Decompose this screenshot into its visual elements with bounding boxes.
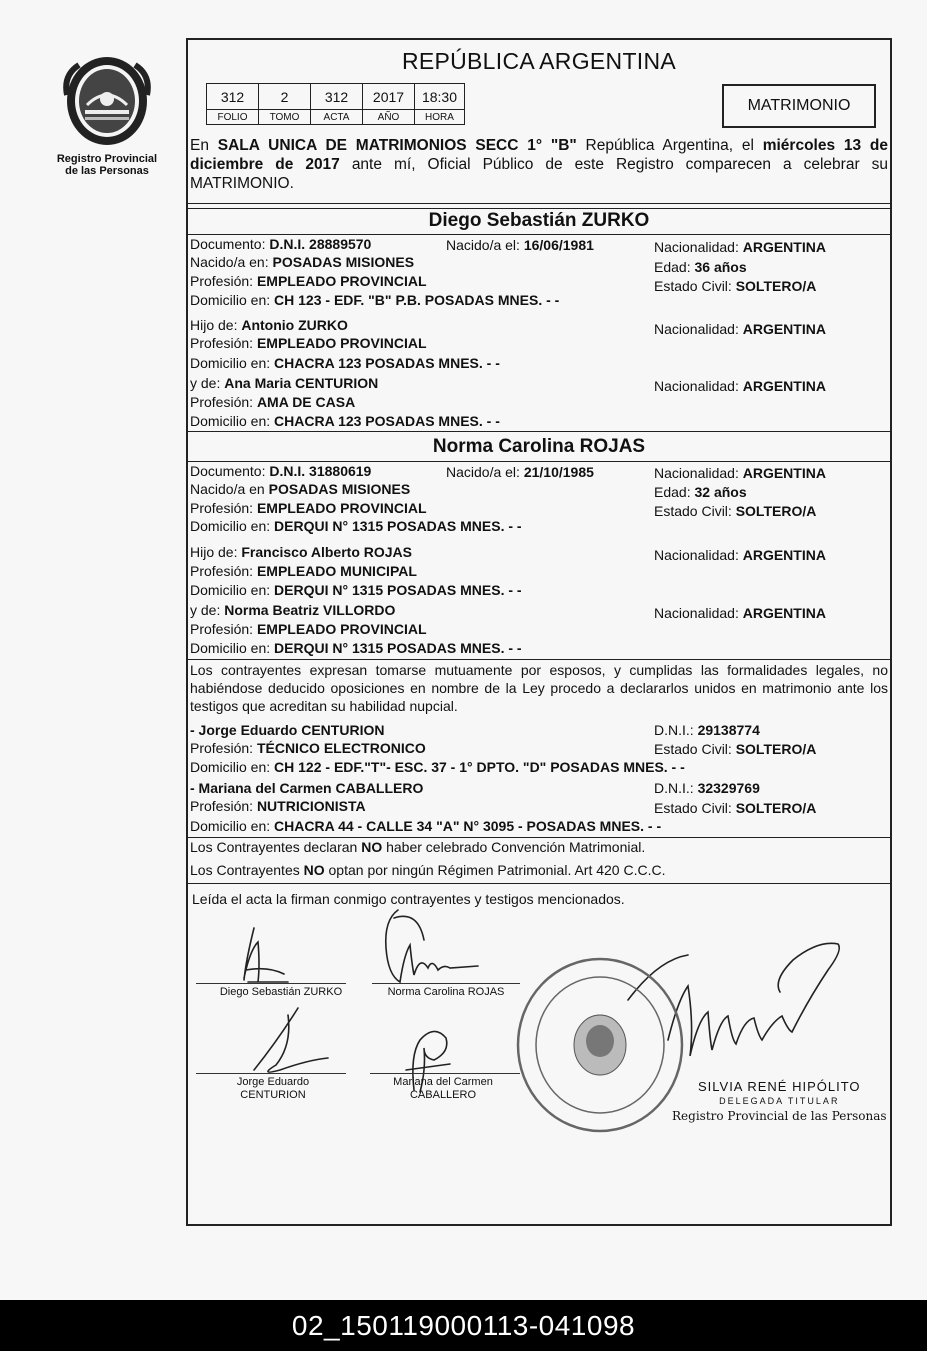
value: ARGENTINA xyxy=(742,605,826,621)
label: Nacionalidad: xyxy=(654,239,743,255)
label: Nacionalidad: xyxy=(654,321,743,337)
label: Domicilio en: xyxy=(190,640,275,656)
label: y de: xyxy=(190,602,225,618)
label: Estado Civil: xyxy=(654,741,736,757)
declaration-paragraph: Los contrayentes expresan tomarse mutuamente por esposos, y cumplidas las formalidades legales, no habiéndose deducido oposiciones en nombre de la Ley procedo a declararlos unidos en matrimonio ante los testigos que acreditan su habilidad nupcial. xyxy=(190,662,888,714)
value: 36 años xyxy=(694,259,747,275)
value: EMPLEADO PROVINCIAL xyxy=(256,500,427,516)
value: EMPLEADO PROVINCIAL xyxy=(256,335,427,351)
folio-label: FOLIO xyxy=(207,110,259,125)
reading-statement: Leída el acta la firman conmigo contrayentes y testigos mencionados. xyxy=(192,891,625,907)
value: ARGENTINA xyxy=(742,465,826,481)
officer-role: DELEGADA TITULAR xyxy=(719,1096,840,1106)
province-seal-icon xyxy=(61,55,153,147)
label: Profesión: xyxy=(190,273,257,289)
label: Domicilio en: xyxy=(190,292,275,308)
label: Profesión: xyxy=(190,740,257,756)
label: Documento: xyxy=(190,236,270,252)
intro-text-2: República Argentina, el xyxy=(576,137,763,154)
value: CHACRA 123 POSADAS MNES. - - xyxy=(274,413,500,429)
bold: NO xyxy=(361,839,383,855)
caption-line-2: CABALLERO xyxy=(409,1089,477,1101)
groom-signature xyxy=(244,928,288,982)
label: Nacido/a el: xyxy=(446,464,524,480)
groom-name: Diego Sebastián ZURKO xyxy=(428,210,650,231)
label: D.N.I.: xyxy=(654,722,698,738)
document-code-bar: 02_150119000113-041098 xyxy=(0,1300,927,1351)
acta-value: 312 xyxy=(311,84,363,110)
caption-line-1: Mariana del Carmen xyxy=(393,1076,493,1088)
value: DERQUI N° 1315 POSADAS MNES. - - xyxy=(274,640,522,656)
value: POSADAS MISIONES xyxy=(272,254,415,270)
label: Profesión: xyxy=(190,394,257,410)
officer-organization: Registro Provincial de las Personas xyxy=(672,1109,887,1123)
value: Norma Beatriz VILLORDO xyxy=(224,602,396,618)
officer-signature-stroke xyxy=(628,955,688,1000)
value: CHACRA 44 - CALLE 34 "A" N° 3095 - POSADAS MNES. - - xyxy=(274,818,662,834)
page-title: REPÚBLICA ARGENTINA xyxy=(401,48,677,74)
registry-logo xyxy=(52,55,162,177)
label: Estado Civil: xyxy=(654,278,736,294)
signature-line xyxy=(196,1073,346,1074)
label: Domicilio en: xyxy=(190,413,275,429)
value: TÉCNICO ELECTRONICO xyxy=(256,740,426,756)
bride-signature xyxy=(386,910,478,982)
label: D.N.I.: xyxy=(654,780,698,796)
caption-line-2: de las Personas xyxy=(65,165,149,177)
value: ARGENTINA xyxy=(742,547,826,563)
officer-name: SILVIA RENÉ HIPÓLITO xyxy=(697,1079,861,1094)
value: CH 123 - EDF. "B" P.B. POSADAS MNES. - - xyxy=(274,292,560,308)
value: Antonio ZURKO xyxy=(241,317,348,333)
value: 32 años xyxy=(694,484,747,500)
value: DERQUI N° 1315 POSADAS MNES. - - xyxy=(274,518,522,534)
official-stamp xyxy=(518,959,682,1131)
signature-line xyxy=(372,983,520,984)
text: optan por ningún Régimen Patrimonial. Art 420 C.C.C. xyxy=(324,862,666,878)
value: DERQUI N° 1315 POSADAS MNES. - - xyxy=(274,582,522,598)
value: D.N.I. 28889570 xyxy=(269,236,372,252)
value: SOLTERO/A xyxy=(735,741,817,757)
label: Domicilio en: xyxy=(190,355,275,371)
hora-label: HORA xyxy=(415,110,465,125)
signatures-drawing xyxy=(188,40,890,1224)
label: Estado Civil: xyxy=(654,800,736,816)
label: Hijo de: xyxy=(190,317,242,333)
intro-text-1: En xyxy=(190,137,218,154)
bride-signature-caption: Norma Carolina ROJAS xyxy=(387,986,505,998)
signature-line xyxy=(196,983,346,984)
value: ARGENTINA xyxy=(742,239,826,255)
witness1-signature xyxy=(254,1008,328,1072)
value: D.N.I. 31880619 xyxy=(269,463,372,479)
value: ARGENTINA xyxy=(742,321,826,337)
label: Domicilio en: xyxy=(190,818,275,834)
label: Hijo de: xyxy=(190,544,242,560)
caption-line-1: Registro Provincial xyxy=(56,153,158,165)
witness2-signature-caption xyxy=(378,1076,508,1102)
label: Documento: xyxy=(190,463,270,479)
value: 21/10/1985 xyxy=(523,464,594,480)
value: EMPLEADO MUNICIPAL xyxy=(256,563,417,579)
tomo-value: 2 xyxy=(259,84,311,110)
intro-text-3: ante mí, Oficial Público de este Registro comparecen a celebrar su MATRIMONIO. xyxy=(190,156,888,192)
value: EMPLEADO PROVINCIAL xyxy=(256,273,427,289)
folio-value: 312 xyxy=(207,84,259,110)
value: AMA DE CASA xyxy=(256,394,356,410)
label: Nacionalidad: xyxy=(654,547,743,563)
anio-label: AÑO xyxy=(363,110,415,125)
value: 32329769 xyxy=(697,780,760,796)
act-type-box: MATRIMONIO xyxy=(722,84,876,128)
label: Nacionalidad: xyxy=(654,378,743,394)
acta-label: ACTA xyxy=(311,110,363,125)
value: Ana Maria CENTURION xyxy=(224,375,379,391)
label: Domicilio en: xyxy=(190,759,275,775)
text: Los Contrayentes declaran xyxy=(190,839,362,855)
groom-signature-caption: Diego Sebastián ZURKO xyxy=(219,986,343,998)
caption-line-1: Jorge Eduardo xyxy=(236,1076,310,1088)
value: - Mariana del Carmen CABALLERO xyxy=(190,780,424,796)
hora-value: 18:30 xyxy=(415,84,465,110)
text: haber celebrado Convención Matrimonial. xyxy=(382,839,646,855)
label: Estado Civil: xyxy=(654,503,736,519)
certificate-frame xyxy=(186,38,892,1226)
value: SOLTERO/A xyxy=(735,800,817,816)
intro-bold-2: miércoles 13 de diciembre de 2017 xyxy=(190,137,888,173)
label: Profesión: xyxy=(190,500,257,516)
label: Nacido/a el: xyxy=(446,237,524,253)
value: CHACRA 123 POSADAS MNES. - - xyxy=(274,355,500,371)
bold: NO xyxy=(303,862,325,878)
label: Profesión: xyxy=(190,621,257,637)
value: CH 122 - EDF."T"- ESC. 37 - 1° DPTO. "D" POSADAS MNES. - - xyxy=(274,759,685,775)
label: Profesión: xyxy=(190,335,257,351)
tomo-label: TOMO xyxy=(259,110,311,125)
officer-block xyxy=(672,1079,887,1123)
value: ARGENTINA xyxy=(742,378,826,394)
value: NUTRICIONISTA xyxy=(256,798,366,814)
label: Nacionalidad: xyxy=(654,605,743,621)
signature-line xyxy=(370,1073,520,1074)
registry-caption xyxy=(52,153,162,177)
value: 16/06/1981 xyxy=(523,237,594,253)
value: EMPLEADO PROVINCIAL xyxy=(256,621,427,637)
label: Nacionalidad: xyxy=(654,465,743,481)
value: Francisco Alberto ROJAS xyxy=(241,544,412,560)
value: POSADAS MISIONES xyxy=(268,481,411,497)
officer-signature xyxy=(668,943,839,1056)
witness1-signature-caption xyxy=(208,1076,338,1102)
value: - Jorge Eduardo CENTURION xyxy=(190,722,385,738)
label: Edad: xyxy=(654,484,695,500)
label: y de: xyxy=(190,375,225,391)
label: Domicilio en: xyxy=(190,518,275,534)
label: Domicilio en: xyxy=(190,582,275,598)
label: Edad: xyxy=(654,259,695,275)
label: Nacido/a en xyxy=(190,481,269,497)
intro-bold-1: SALA UNICA DE MATRIMONIOS SECC 1° "B" xyxy=(217,137,577,154)
label: Profesión: xyxy=(190,563,257,579)
label: Profesión: xyxy=(190,798,257,814)
caption-line-2: CENTURION xyxy=(240,1089,306,1101)
bride-name: Norma Carolina ROJAS xyxy=(432,436,646,457)
text: Los Contrayentes xyxy=(190,862,304,878)
value: 29138774 xyxy=(697,722,760,738)
value: SOLTERO/A xyxy=(735,278,817,294)
label: Nacido/a en: xyxy=(190,254,273,270)
value: SOLTERO/A xyxy=(735,503,817,519)
anio-value: 2017 xyxy=(363,84,415,110)
